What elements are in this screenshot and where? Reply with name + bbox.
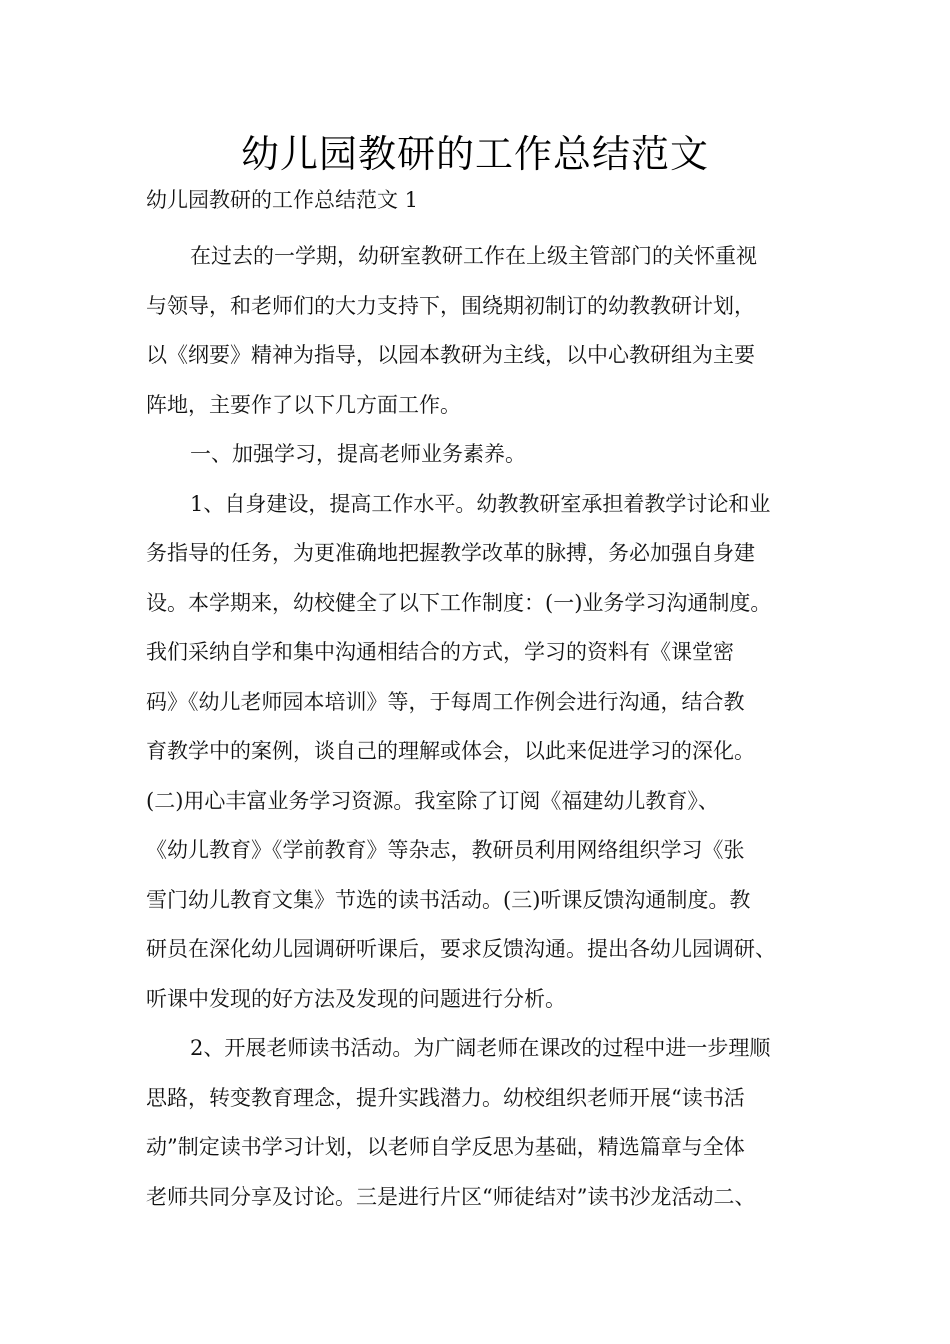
paragraph-line: 与领导，和老师们的大力支持下，围绕期初制订的幼教教研计划， (146, 293, 755, 318)
paragraph-line: 阵地，主要作了以下几方面工作。 (146, 392, 461, 417)
paragraph-intro (146, 232, 826, 430)
paragraph-line: 听课中发现的好方法及发现的问题进行分析。 (146, 986, 566, 1011)
paragraph-line: 在过去的一学期，幼研室教研工作在上级主管部门的关怀重视 (190, 244, 757, 268)
paragraph-line: 《幼儿教育》《学前教育》等杂志，教研员利用网络组织学习《张 (146, 838, 745, 862)
document-title: 幼儿园教研的工作总结范文 (240, 132, 709, 176)
document-subtitle: 幼儿园教研的工作总结范文 1 (146, 188, 419, 212)
paragraph-line: (二)用心丰富业务学习资源。我室除了订阅《福建幼儿教育》、 (146, 788, 719, 813)
section-heading-line: 一、加强学习，提高老师业务素养。 (190, 442, 526, 466)
section-heading-1 (146, 430, 826, 480)
paragraph-line: 1、自身建设，提高工作水平。幼教教研室承担着教学讨论和业 (190, 491, 771, 516)
paragraph-self-construction (146, 480, 826, 1025)
document-body (146, 232, 826, 1222)
paragraph-line: 动”制定读书学习计划，以老师自学反思为基础，精选篇章与全体 (146, 1135, 745, 1159)
paragraph-line: 思路，转变教育理念，提升实践潜力。幼校组织老师开展“读书活 (146, 1085, 745, 1110)
paragraph-reading-activity (146, 1024, 826, 1222)
paragraph-line: 务指导的任务，为更准确地把握教学改革的脉搏，务必加强自身建 (146, 541, 755, 565)
paragraph-line: 码》《幼儿老师园本培训》等，于每周工作例会进行沟通，结合教 (146, 689, 745, 714)
paragraph-line: 雪门幼儿教育文集》节选的读书活动。(三)听课反馈沟通制度。教 (146, 887, 751, 912)
paragraph-line: 设。本学期来，幼校健全了以下工作制度：(一)业务学习沟通制度。 (146, 590, 772, 615)
paragraph-line: 2、开展老师读书活动。为广阔老师在课改的过程中进一步理顺 (190, 1036, 771, 1060)
paragraph-line: 研员在深化幼儿园调研听课后，要求反馈沟通。提出各幼儿园调研、 (146, 937, 776, 961)
paragraph-line: 育教学中的案例，谈自己的理解或体会，以此来促进学习的深化。 (146, 739, 755, 763)
paragraph-line: 老师共同分享及讨论。三是进行片区“师徒结对”读书沙龙活动二、 (146, 1184, 756, 1209)
paragraph-line: 我们采纳自学和集中沟通相结合的方式，学习的资料有《课堂密 (146, 640, 734, 664)
paragraph-line: 以《纲要》精神为指导，以园本教研为主线，以中心教研组为主要 (146, 343, 755, 367)
